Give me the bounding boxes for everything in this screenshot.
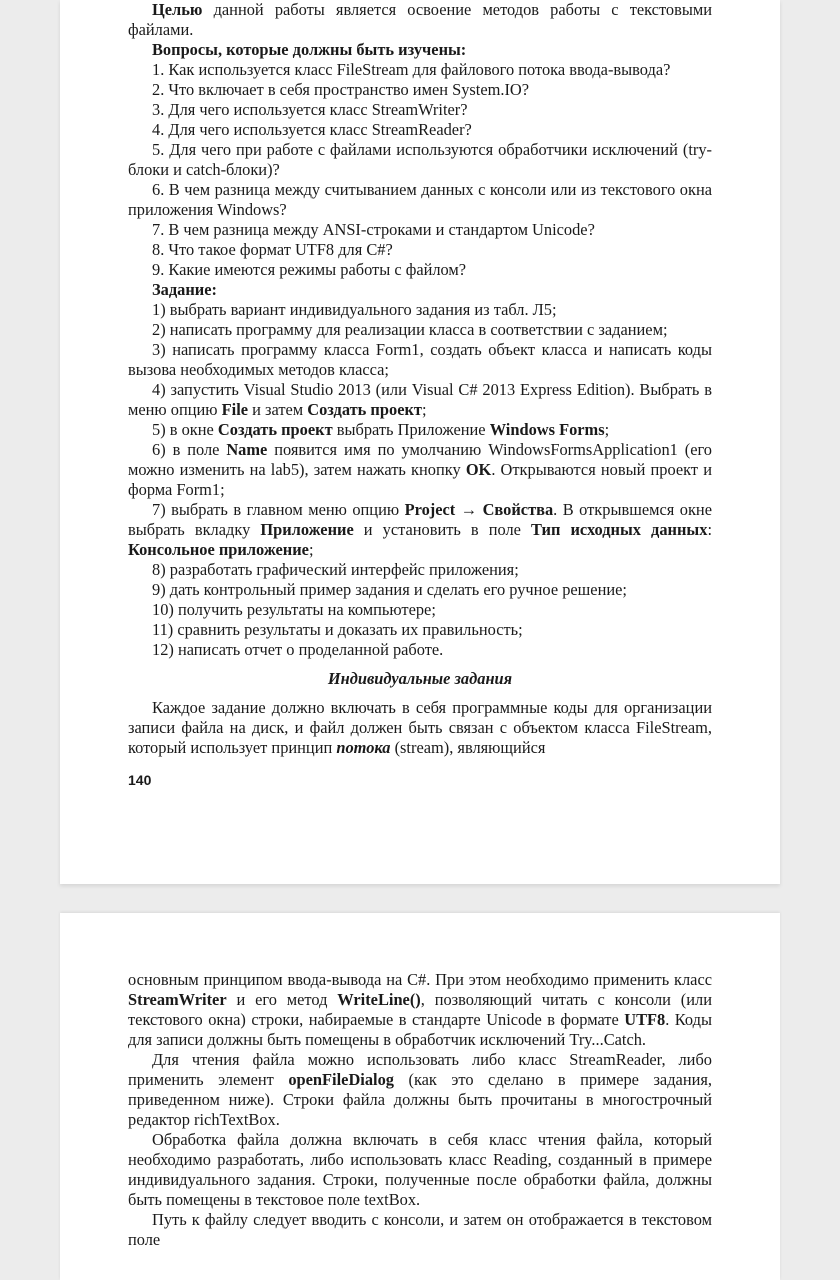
intro-paragraph: [128, 698, 712, 758]
task-6-text-e: . Открываются новый проект и форма Form1;: [128, 460, 712, 499]
task-7-output-type: Тип исходных данных: [531, 520, 708, 539]
task-5-text-a: 5) в окне: [152, 420, 218, 439]
p1-streamwriter: StreamWriter: [128, 990, 227, 1009]
task-item-1: 1) выбрать вариант индивидуального задания из табл. Л5;: [152, 300, 557, 319]
task-5-text-e: ;: [604, 420, 610, 439]
reading-paragraph: [128, 1050, 712, 1130]
p2-openfiledialog: openFileDialog: [288, 1070, 394, 1089]
task-4-create-project: Создать проект: [307, 400, 422, 419]
task-item-11: 11) сравнить результаты и доказать их правильность;: [152, 620, 523, 639]
task-item-8: 8) разработать графический интерфейс приложения;: [152, 560, 519, 579]
p1-utf8: UTF8: [624, 1010, 666, 1029]
intro-text-c: (stream), являющийся: [390, 738, 546, 757]
p1-writeline: WriteLine(): [337, 990, 421, 1009]
task-5-create-project: Создать проект: [217, 420, 333, 439]
question-item-2: 2. Что включает в себя пространство имен System.IO?: [152, 80, 530, 99]
intro-text-a: Каждое задание должно включать в себя программные коды для организации записи файла на диск, и файл должен быть связан с объектом класса FileStream, который использует принцип: [128, 698, 712, 757]
task-item-5: [128, 420, 712, 440]
task-4-text-e: ;: [421, 400, 427, 419]
document-page-140: [60, 0, 780, 884]
questions-heading: Вопросы, которые должны быть изучены:: [152, 40, 467, 59]
continuation-paragraph: [128, 970, 712, 1050]
goal-paragraph: [128, 0, 712, 40]
task-4-file: File: [221, 400, 249, 419]
task-7-text-i: ;: [308, 540, 314, 559]
task-6-name: Name: [226, 440, 268, 459]
document-page-141: [60, 913, 780, 1280]
task-6-text-c: появится имя по умолчанию WindowsFormsApplication1 (его можно изменить на lab5), затем нажать кнопку: [128, 440, 712, 479]
question-item-3: 3. Для чего используется класс StreamWriter?: [152, 100, 468, 119]
task-5-windows-forms: Windows Forms: [489, 420, 605, 439]
page-number: 140: [128, 772, 152, 788]
task-item-12: 12) написать отчет о проделанной работе.: [152, 640, 444, 659]
task-7-text-c: . В открывшемся окне выбрать вкладку: [128, 500, 712, 539]
question-item-9: 9. Какие имеются режимы работы с файлом?: [152, 260, 467, 279]
p1-text-c: и его метод: [226, 990, 338, 1009]
section-title: Индивидуальные задания: [327, 669, 513, 688]
task-7-text-a: 7) выбрать в главном меню опцию: [152, 500, 405, 519]
task-5-text-c: выбрать Приложение: [332, 420, 490, 439]
task-6-text-a: 6) в поле: [152, 440, 227, 459]
question-item-4: 4. Для чего используется класс StreamReader?: [152, 120, 472, 139]
task-4-text-c: и затем: [248, 400, 308, 419]
task-item-3: 3) написать программу класса Form1, создать объект класса и написать коды вызова необходимых методов класса;: [128, 340, 712, 379]
question-item-8: 8. Что такое формат UTF8 для C#?: [152, 240, 393, 259]
p2-text-a: Для чтения файла можно использовать либо класс StreamReader, либо применить элемент: [128, 1050, 712, 1089]
question-item-7: 7. В чем разница между ANSI-строками и стандартом Unicode?: [152, 220, 595, 239]
task-7-application-tab: Приложение: [260, 520, 354, 539]
task-heading: Задание:: [152, 280, 217, 299]
task-4-text-a: 4) запустить Visual Studio 2013 (или Visual C# 2013 Express Edition). Выбрать в меню опцию: [128, 380, 712, 419]
task-item-9: 9) дать контрольный пример задания и сделать его ручное решение;: [152, 580, 627, 599]
question-item-6: 6. В чем разница между считыванием данных с консоли или из текстового окна приложения Windows?: [128, 180, 712, 219]
task-7-text-g: :: [707, 520, 712, 539]
p1-text-a: основным принципом ввода-вывода на C#. При этом необходимо применить класс: [128, 970, 712, 989]
question-item-1: 1. Как используется класс FileStream для файлового потока ввода-вывода?: [152, 60, 671, 79]
task-item-7: [128, 500, 712, 560]
task-7-project-properties: Project → Свойства: [404, 500, 554, 519]
p1-text-g: . Коды для записи должны быть помещены в обработчик исключений Try...Catch.: [128, 1010, 712, 1049]
task-7-text-e: и установить в поле: [353, 520, 531, 539]
p2-text-c: (как это сделано в примере задания, приведенном ниже). Строки файла должны быть прочитаны в многострочный редактор richTextBox.: [128, 1070, 712, 1129]
intro-stream-term: потока: [336, 738, 391, 757]
task-item-10: 10) получить результаты на компьютере;: [152, 600, 436, 619]
question-item-5: 5. Для чего при работе с файлами используются обработчики исключений (try-блоки и catch-блоки)?: [128, 140, 712, 179]
task-item-2: 2) написать программу для реализации класса в соответствии с заданием;: [152, 320, 668, 339]
task-6-ok: OK: [465, 460, 492, 479]
task-item-6: [128, 440, 712, 500]
task-item-4: [128, 380, 712, 420]
goal-text: данной работы является освоение методов работы с текстовыми файлами.: [128, 0, 712, 39]
path-paragraph: Путь к файлу следует вводить с консоли, и затем он отображается в текстовом поле: [128, 1210, 712, 1249]
goal-label: Целью: [152, 0, 203, 19]
processing-paragraph: Обработка файла должна включать в себя класс чтения файла, который необходимо разработать, либо использовать класс Reading, созданный в примере индивидуального задания. Строки, полученные после обработки файла, должны быть помещены в текстовое поле textBox.: [128, 1130, 712, 1209]
p1-text-e: , позволяющий читать с консоли (или текстового окна) строки, набираемые в стандарте Unicode в формате: [128, 990, 712, 1029]
task-7-console-app: Консольное приложение: [128, 540, 309, 559]
